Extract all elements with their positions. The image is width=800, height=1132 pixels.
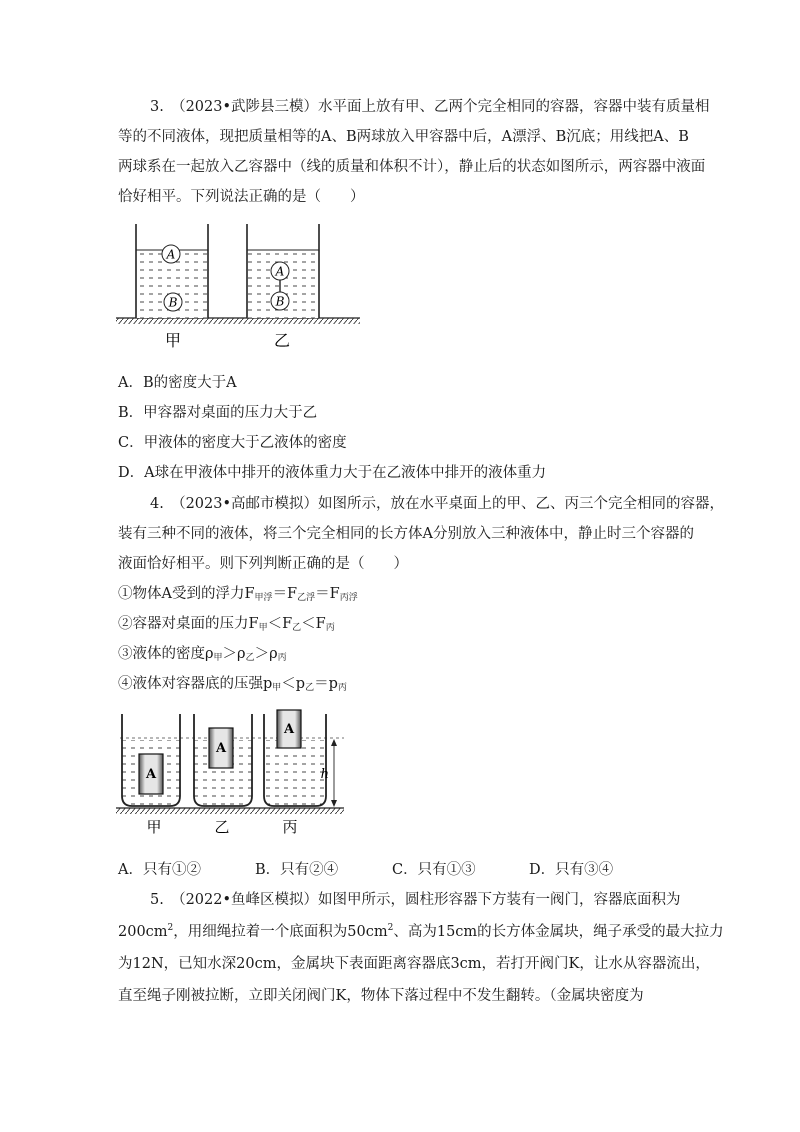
subscript: 甲浮 [254,593,273,603]
statement-text: ③液体的密度ρ [118,646,214,662]
subscript: 乙浮 [297,593,316,603]
statement-text: ＝F [315,586,340,602]
q4-figure [112,704,352,838]
q4-line-1: 4. （2023•高邮市模拟）如图所示，放在水平桌面上的甲、乙、丙三个完全相同的容器， [150,496,725,512]
q4-option-d: D．只有③④ [529,862,614,878]
caption-bing: 丙 [282,818,298,836]
q4-statement-1 [118,587,358,603]
subscript: 甲 [213,653,223,663]
q3-line-2: 等的不同液体，现把质量相等的A、B两球放入甲容器中后，A漂浮、B沉底；用线把A、B [118,129,689,145]
container-jia [136,224,208,318]
statement-text: ＞ρ [222,646,246,662]
subscript: 甲 [258,623,268,633]
ground-hatch [116,808,344,814]
q4-option-b: B．只有②④ [255,862,339,878]
container-yi [247,224,319,318]
subscript: 乙 [245,653,255,663]
block-a-label: A [283,722,295,737]
statement-text: ①物体A受到的浮力F [118,586,255,602]
q5-line-4: 直至绳子刚被拉断，立即关闭阀门K，物体下落过程中不发生翻转。（金属块密度为 [118,988,644,1004]
caption-jia: 甲 [164,331,182,350]
height-label: h [320,767,329,782]
superscript: 2 [167,923,174,933]
q5-text: 200cm [118,924,168,940]
statement-text: ＜F [267,616,293,632]
ground-hatch [116,318,360,324]
q4-statement-2 [118,617,335,633]
q3-line-1: 3. （2023•武陟县三模）水平面上放有甲、乙两个完全相同的容器，容器中装有质量相 [150,99,710,115]
statement-text: ＜p [281,676,306,692]
q4-line-2: 装有三种不同的液体，将三个完全相同的长方体A分别放入三种液体中，静止时三个容器的 [118,526,694,542]
container-bing [264,710,326,806]
superscript: 2 [387,923,394,933]
q4-option-a: A．只有①② [118,862,201,878]
q5-line-2 [118,925,724,940]
statement-text: ④液体对容器底的压强p [118,676,273,692]
q4-option-c: C．只有①③ [392,862,476,878]
subscript: 甲 [272,683,282,693]
ball-a-label: A [166,247,176,262]
caption-jia: 甲 [146,818,162,836]
q3-line-3: 两球系在一起放入乙容器中（线的质量和体积不计），静止后的状态如图所示，两容器中液面 [118,159,706,175]
q5-text: 、高为15cm的长方体金属块，绳子承受的最大拉力 [393,924,724,940]
subscript: 乙 [292,623,302,633]
container-yi [194,714,252,806]
ball-a-label: A [275,264,285,279]
subscript: 丙 [337,683,347,693]
q5-line-1: 5. （2022•鱼峰区模拟）如图甲所示，圆柱形容器下方装有一阀门，容器底面积为 [150,892,681,908]
q5-line-3: 为12N，已知水深20cm，金属块下表面距离容器底3cm，若打开阀门K，让水从容器流出， [118,956,710,972]
block-a-label: A [145,767,157,782]
subscript: 丙浮 [339,593,358,603]
q3-option-d: D．A球在甲液体中排开的液体重力大于在乙液体中排开的液体重力 [118,465,547,481]
statement-text: ＞ρ [254,646,278,662]
q4-statement-4 [118,677,347,693]
q4-options [118,863,666,878]
q5-text: ，用细绳拉着一个底面积为50cm [173,924,388,940]
block-a-label: A [215,741,227,756]
q3-figure [112,218,372,354]
statement-text: ②容器对桌面的压力F [118,616,259,632]
statement-text: ＝F [272,586,298,602]
subscript: 丙 [325,623,335,633]
q4-line-3: 液面恰好相平。则下列判断正确的是（ ） [118,556,408,572]
q3-option-a: A．B的密度大于A [118,375,237,391]
caption-yi: 乙 [214,818,230,836]
q3-line-4: 恰好相平。下列说法正确的是（ ） [118,189,365,205]
statement-text: ＜F [301,616,326,632]
caption-yi: 乙 [273,331,291,350]
q4-statement-3 [118,647,287,663]
ball-b-label: B [168,295,178,310]
subscript: 乙 [305,683,315,693]
q3-option-b: B．甲容器对桌面的压力大于乙 [118,405,318,421]
ball-b-label: B [275,294,285,309]
container-jia [122,714,180,806]
q3-option-c: C．甲液体的密度大于乙液体的密度 [118,435,347,451]
subscript: 丙 [277,653,287,663]
statement-text: ＝p [314,676,338,692]
